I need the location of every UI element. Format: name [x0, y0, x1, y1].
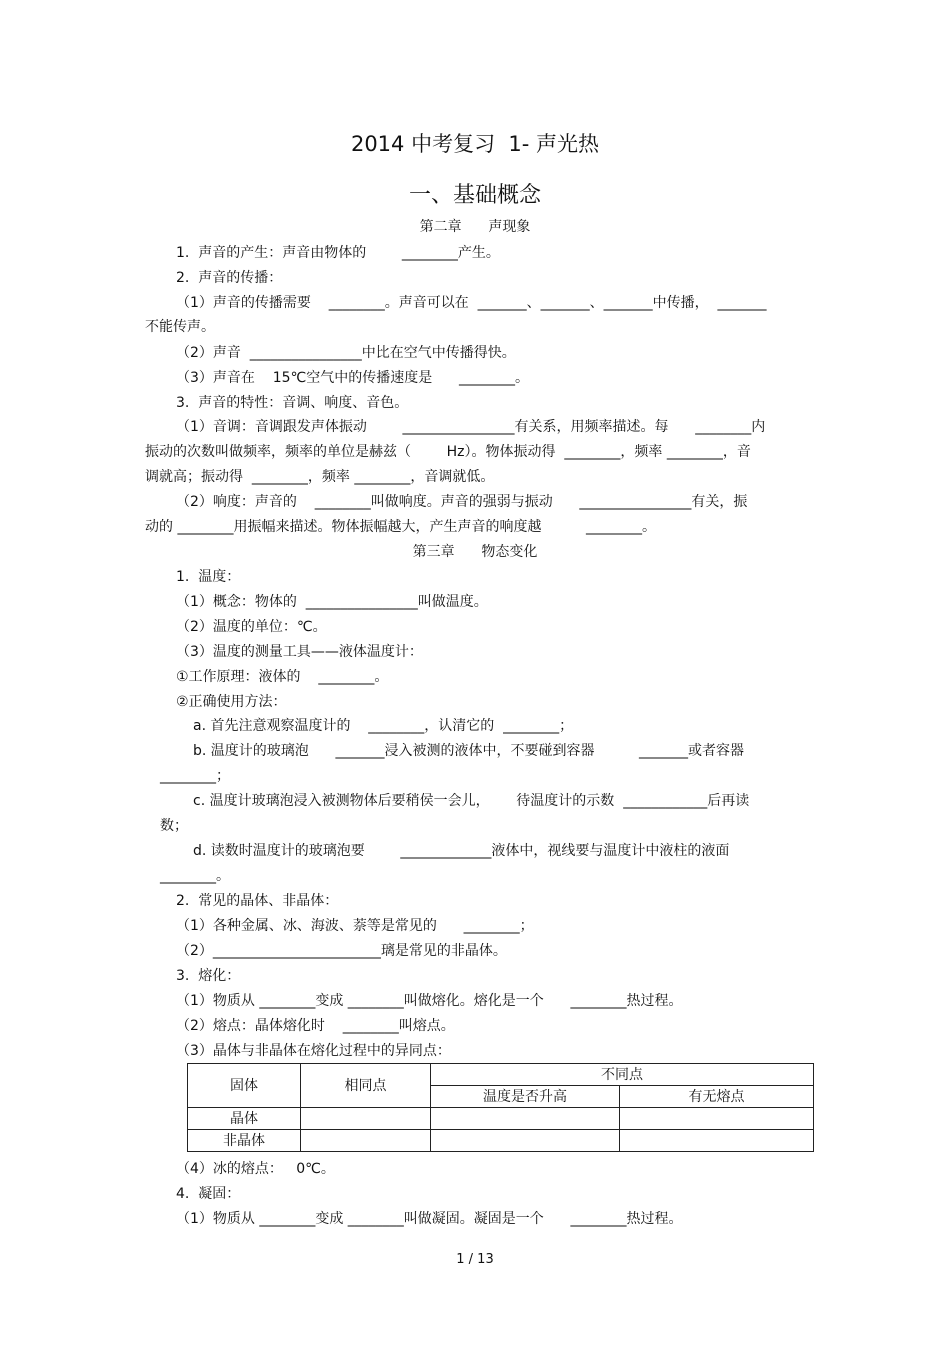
- text-line: （1）物质从 ________变成 ________叫做熔化。熔化是一个 ________热过程。: [176, 993, 683, 1009]
- table-cell: [431, 1108, 620, 1130]
- text-line: （2）温度的单位：℃。: [176, 619, 327, 635]
- section-title: 一、基础概念: [408, 183, 541, 208]
- text-line: 3. 声音的特性：音调、响度、音色。: [176, 395, 409, 411]
- table-header-temp-rise: 温度是否升高: [431, 1086, 620, 1108]
- text-line: ________；: [160, 768, 230, 784]
- text-line: （1）物质从 ________变成 ________叫做凝固。凝固是一个 ________热过程。: [176, 1211, 683, 1227]
- table-row: [188, 1108, 814, 1130]
- text-line: ②正确使用方法：: [176, 694, 287, 710]
- chapter-2-title: 第二章 声现象: [419, 219, 531, 235]
- table-header-diff: 不同点: [431, 1064, 814, 1086]
- text-line: 调就高；振动得 ________，频率 ________，音调就低。: [145, 469, 495, 485]
- text-line: 振动的次数叫做频率，频率的单位是赫兹（ Hz）。物体振动得 ________，频率 ________，音: [145, 444, 751, 460]
- text-line: （3）温度的测量工具——液体温度计：: [176, 644, 423, 660]
- chapter-3-title: 第三章 物态变化: [412, 544, 538, 560]
- table-row-label: 非晶体: [188, 1130, 301, 1152]
- text-line: a. 首先注意观察温度计的 ________，认清它的 ________；: [193, 718, 574, 734]
- text-line: （1）各种金属、冰、海波、萘等是常见的 ________；: [176, 918, 534, 934]
- text-line: （1）声音的传播需要 ________。声音可以在 _______、_______、_______中传播， _______: [176, 295, 767, 311]
- text-line: 数；: [160, 818, 188, 834]
- table-cell: [301, 1130, 431, 1152]
- text-line: （3）晶体与非晶体在熔化过程中的异同点：: [176, 1043, 451, 1059]
- page-number: 1 / 13: [456, 1252, 494, 1267]
- text-line: c. 温度计玻璃泡浸入被测物体后要稍侯一会儿， 待温度计的示数 ____________后再读: [193, 793, 750, 809]
- text-line: 4. 凝固：: [176, 1186, 241, 1202]
- text-line: （4）冰的熔点： 0℃。: [176, 1161, 335, 1177]
- text-line: （2）熔点：晶体熔化时 ________叫熔点。: [176, 1018, 455, 1034]
- table-header-same: 相同点: [301, 1064, 431, 1108]
- table-cell: [620, 1130, 814, 1152]
- text-line: （1）音调：音调跟发声体振动 ________________有关系，用频率描述。每 ________内: [176, 419, 766, 435]
- text-line: 不能传声。: [145, 319, 215, 335]
- table-cell: [301, 1108, 431, 1130]
- text-line: （3）声音在 15℃空气中的传播速度是 ________。: [176, 370, 529, 386]
- text-line: 1. 声音的产生：声音由物体的 ________产生。: [176, 245, 500, 261]
- text-line: b. 温度计的玻璃泡 _______浸入被测的液体中，不要碰到容器 _______或者容器: [193, 743, 744, 759]
- text-line: （1）概念：物体的 ________________叫做温度。: [176, 594, 488, 610]
- text-line: ________。: [160, 868, 230, 884]
- table-header-melting-point: 有无熔点: [620, 1086, 814, 1108]
- text-line: 1. 温度：: [176, 569, 241, 585]
- melting-comparison-table: [187, 1063, 814, 1152]
- text-line: 2. 声音的传播：: [176, 270, 283, 286]
- table-header-solid: 固体: [188, 1064, 301, 1108]
- text-line: d. 读数时温度计的玻璃泡要 _____________液体中，视线要与温度计中液柱的液面: [193, 843, 730, 859]
- text-line: 3. 熔化：: [176, 968, 241, 984]
- text-line: 动的 ________用振幅来描述。物体振幅越大，产生声音的响度越 ________。: [145, 519, 656, 535]
- document-title: 2014 中考复习 1- 声光热: [350, 132, 600, 156]
- table-row: [188, 1130, 814, 1152]
- text-line: 2. 常见的晶体、非晶体：: [176, 893, 339, 909]
- text-line: （2）声音 ________________中比在空气中传播得快。: [176, 345, 516, 361]
- text-line: ①工作原理：液体的 ________。: [176, 669, 389, 685]
- table-row-label: 晶体: [188, 1108, 301, 1130]
- table-cell: [431, 1130, 620, 1152]
- table-cell: [620, 1108, 814, 1130]
- text-line: （2）响度：声音的 ________叫做响度。声音的强弱与振动 ________________有关，振: [176, 494, 748, 510]
- text-line: （2）________________________璃是常见的非晶体。: [176, 943, 507, 959]
